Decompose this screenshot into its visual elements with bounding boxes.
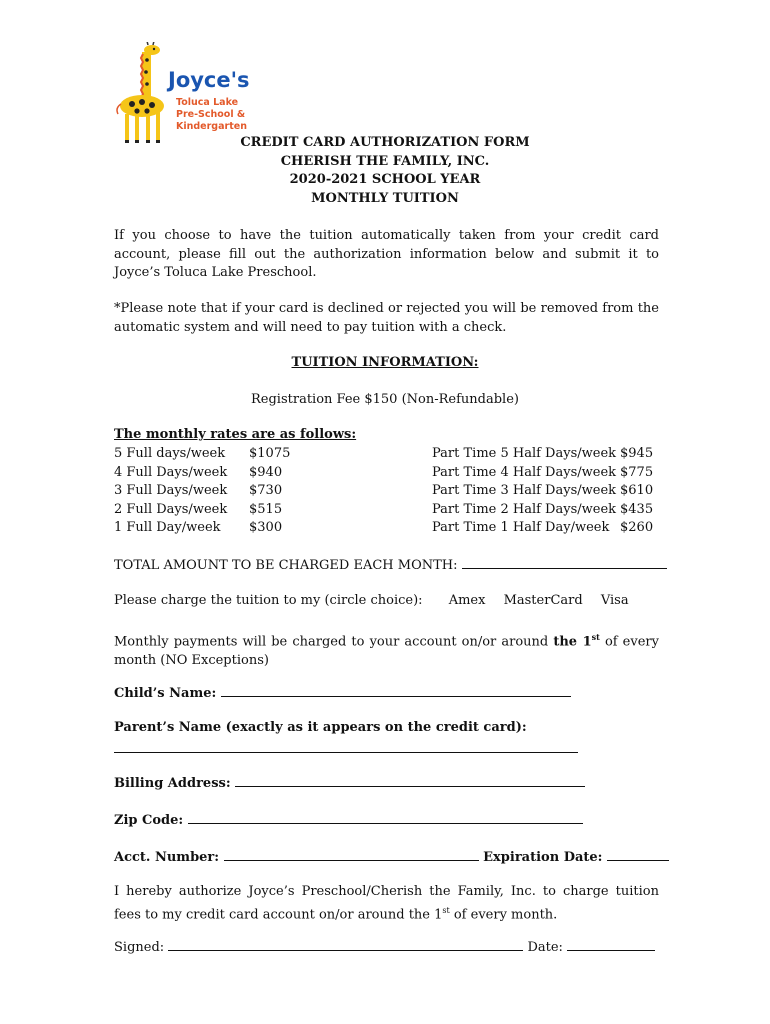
company-name: CHERISH THE FAMILY, INC.	[280, 153, 490, 169]
giraffe-icon	[112, 42, 182, 147]
signature-line	[114, 937, 655, 958]
signature-field[interactable]	[168, 937, 523, 951]
total-amount-field[interactable]	[462, 555, 667, 569]
tuition-type: MONTHLY TUITION	[311, 190, 459, 206]
part-time-rates	[432, 445, 653, 538]
account-number-label: Acct. Number:	[114, 850, 220, 865]
signed-label: Signed:	[114, 940, 165, 955]
expiration-date-label: Expiration Date:	[483, 850, 603, 865]
child-name-field[interactable]	[221, 683, 571, 697]
authorization-paragraph: I hereby authorize Joyce’s Preschool/Cherish the Family, Inc. to charge tuition fees to my credit card account on/or around the 1st of every month.	[114, 884, 659, 922]
rate-row: 1 Full Day/week $300	[114, 520, 283, 535]
zip-code-line	[114, 810, 583, 831]
zip-code-field[interactable]	[188, 810, 583, 824]
rates-title: The monthly rates are as follows:	[114, 427, 357, 442]
date-label: Date:	[527, 940, 563, 955]
rate-row: Part Time 3 Half Days/week $610	[432, 483, 654, 498]
zip-code-label: Zip Code:	[114, 813, 184, 828]
card-choice-label: Please charge the tuition to my (circle choice):	[114, 593, 423, 608]
monthly-payments-paragraph: Monthly payments will be charged to your account on/or around the 1st of every month (NO Exceptions)	[114, 632, 659, 668]
account-number-field[interactable]	[224, 847, 479, 861]
rate-row: Part Time 2 Half Days/week $435	[432, 501, 654, 517]
date-field[interactable]	[567, 937, 655, 951]
school-year: 2020-2021 SCHOOL YEAR	[289, 172, 481, 187]
rate-row: 3 Full Days/week $730	[114, 483, 283, 498]
card-option-amex[interactable]: Amex	[448, 593, 486, 608]
card-option-mastercard[interactable]: MasterCard	[503, 593, 583, 608]
note-paragraph: *Please note that if your card is declined or rejected you will be removed from the automatic system and will need to pay tuition with a check.	[114, 301, 659, 335]
parent-name-label: Parent’s Name (exactly as it appears on the credit card):	[114, 720, 527, 735]
rate-row: Part Time 4 Half Days/week $775	[432, 464, 654, 480]
billing-address-field[interactable]	[235, 773, 585, 787]
child-name-label: Child’s Name:	[114, 686, 217, 701]
rate-row: 4 Full Days/week $940	[114, 464, 283, 480]
rate-row: 5 Full days/week $1075	[114, 446, 291, 461]
parent-name-field[interactable]	[114, 739, 578, 753]
card-choice-line	[114, 592, 629, 611]
rate-row: 2 Full Days/week $515	[114, 501, 283, 517]
registration-fee: Registration Fee $150 (Non-Refundable)	[251, 392, 519, 407]
rate-row: Part Time 1 Half Day/week $260	[432, 520, 654, 535]
expiration-date-field[interactable]	[607, 847, 669, 861]
tuition-heading: TUITION INFORMATION:	[291, 355, 479, 370]
card-option-visa[interactable]: Visa	[600, 593, 629, 608]
account-line	[114, 847, 669, 868]
total-amount-line	[114, 555, 667, 576]
intro-paragraph: If you choose to have the tuition automatically taken from your credit card account, please fill out the authorization information below and submit it to Joyce’s Toluca Lake Preschool.	[114, 228, 659, 280]
rate-row: Part Time 5 Half Days/week $945	[432, 446, 654, 461]
child-name-line	[114, 683, 571, 704]
logo-subtitle: Toluca Lake Pre-School & Kindergarten	[176, 97, 247, 132]
total-amount-label: TOTAL AMOUNT TO BE CHARGED EACH MONTH:	[114, 558, 458, 573]
form-heading	[114, 134, 656, 208]
form-title: CREDIT CARD AUTHORIZATION FORM	[240, 135, 530, 150]
logo-name: Joyce's	[168, 68, 250, 92]
billing-address-label: Billing Address:	[114, 776, 231, 791]
full-time-rates	[114, 445, 290, 538]
billing-address-line	[114, 773, 585, 794]
